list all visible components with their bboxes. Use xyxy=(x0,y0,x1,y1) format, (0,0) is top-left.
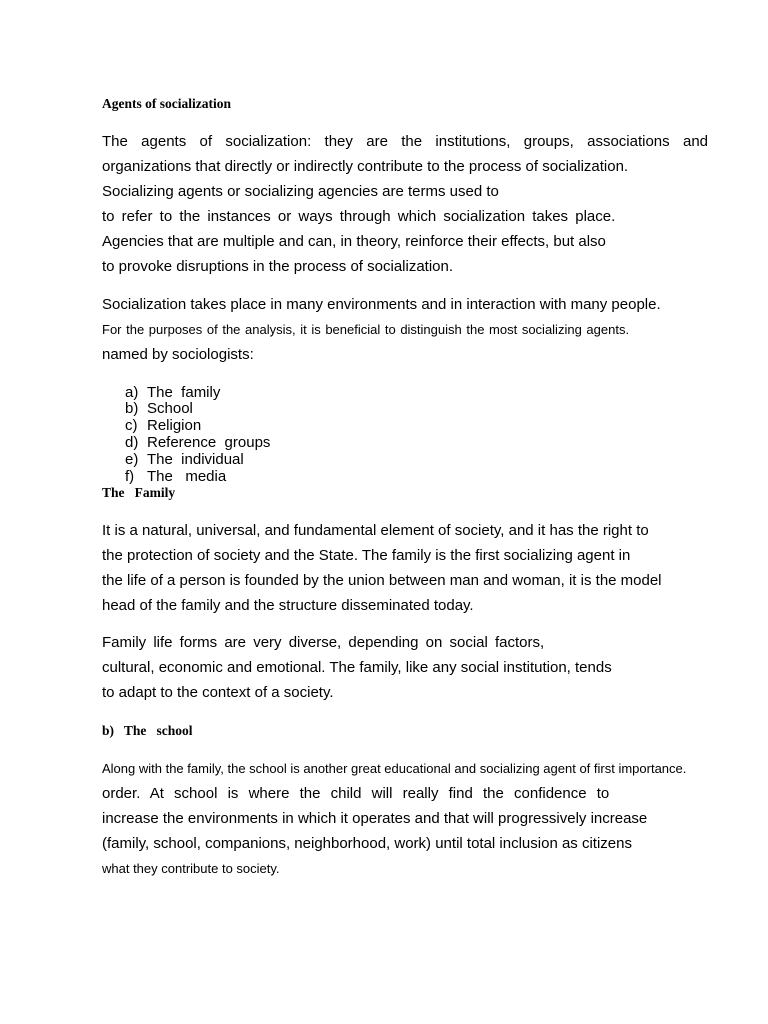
list-item xyxy=(125,468,226,485)
list-item-text: The media xyxy=(147,468,227,485)
list-marker: f) xyxy=(125,468,135,485)
intro-line: to refer to the instances or ways through which socialization takes place. xyxy=(102,208,616,225)
family-line: cultural, economic and emotional. The family, like any social institution, tends xyxy=(102,659,612,676)
intro-line: Socializing agents or socializing agencies are terms used to xyxy=(102,183,499,200)
family-line: Family life forms are very diverse, depending on social factors, xyxy=(102,634,545,651)
list-marker: b) xyxy=(125,400,139,417)
list-item-text: School xyxy=(147,400,193,417)
list-marker: c) xyxy=(125,417,138,434)
list-marker: d) xyxy=(125,434,139,451)
heading-the-school: b) The school xyxy=(102,723,193,738)
family-line: the protection of society and the State. The family is the first socializing agent in xyxy=(102,547,631,564)
heading-agents-of-socialization: Agents of socialization xyxy=(102,96,231,111)
list-item-text: Religion xyxy=(147,417,202,434)
list-marker: e) xyxy=(125,451,139,468)
intro-line: The agents of socialization: they are the institutions, groups, associations and xyxy=(102,133,708,150)
school-line: (family, school, companions, neighborhood, work) until total inclusion as citizens xyxy=(102,835,632,852)
school-line: increase the environments in which it operates and that will progressively increase xyxy=(102,810,648,827)
heading-the-family: The Family xyxy=(102,485,176,500)
environment-line: Socialization takes place in many environments and in interaction with many people. xyxy=(102,296,661,313)
environment-line: named by sociologists: xyxy=(102,346,254,363)
environment-line: For the purposes of the analysis, it is beneficial to distinguish the most socializing agents. xyxy=(102,322,630,337)
intro-line: organizations that directly or indirectly contribute to the process of socialization. xyxy=(102,158,629,175)
family-line: It is a natural, universal, and fundamental element of society, and it has the right to xyxy=(102,522,649,539)
list-item xyxy=(125,417,201,434)
list-item xyxy=(125,434,270,451)
family-line: head of the family and the structure disseminated today. xyxy=(102,597,474,614)
list-item xyxy=(125,400,193,417)
list-marker: a) xyxy=(125,384,139,401)
list-item xyxy=(125,451,244,468)
intro-line: to provoke disruptions in the process of socialization. xyxy=(102,258,454,275)
school-line: order. At school is where the child will really find the confidence to xyxy=(102,785,610,802)
list-item-text: Reference groups xyxy=(147,434,271,451)
school-line: Along with the family, the school is another great educational and socializing agent of first importance. xyxy=(102,761,687,776)
list-item-text: The family xyxy=(147,384,221,401)
school-line: what they contribute to society. xyxy=(102,861,280,876)
intro-line: Agencies that are multiple and can, in theory, reinforce their effects, but also xyxy=(102,233,606,250)
list-item xyxy=(125,384,220,401)
family-line: to adapt to the context of a society. xyxy=(102,684,334,701)
list-item-text: The individual xyxy=(147,451,244,468)
family-line: the life of a person is founded by the union between man and woman, it is the model xyxy=(102,572,662,589)
